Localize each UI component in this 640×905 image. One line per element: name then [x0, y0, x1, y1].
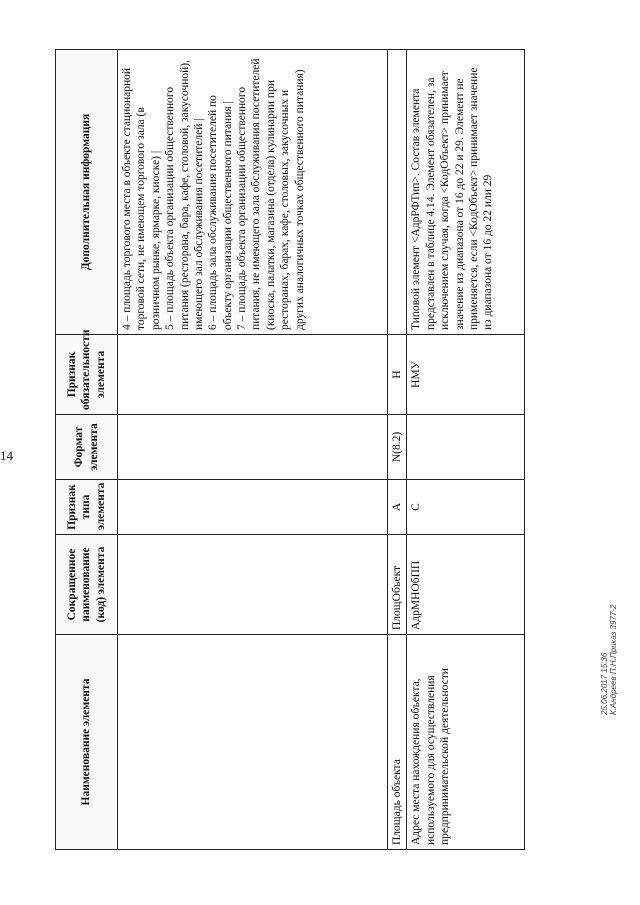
footer-stamp: [600, 535, 618, 715]
cell-format: [407, 415, 525, 480]
cell-short-name: АдрМНОбПП: [407, 535, 525, 635]
table-row: [407, 50, 525, 850]
cell-name: Площадь объекта: [388, 635, 407, 850]
info-line: 6 – площадь зала обслуживания посетителей по объекту организации общественного питания |: [207, 95, 234, 330]
cell-empty: [118, 335, 388, 415]
header-short-name: Сокращенное наименование (код) элемента: [56, 535, 118, 635]
info-line: 7 – площадь объекта организации общественного питания, не имеющего зала обслуживания посетителей (киоска, палатки, магазина (отдела) кулинарии при ресторанах, барах, кафе, столовых, закусочных и других аналогичных точках общественного питания): [236, 58, 306, 330]
cell-format: N(8.2): [388, 415, 407, 480]
header-info: Дополнительная информация: [56, 50, 118, 335]
cell-empty: [118, 635, 388, 850]
table-header-row: [56, 50, 118, 850]
cell-empty: [118, 480, 388, 535]
cell-empty: [118, 415, 388, 480]
cell-info: [388, 50, 407, 335]
cell-info-continuation: [118, 50, 388, 335]
page-number: 14: [0, 448, 13, 463]
elements-table: [55, 49, 525, 850]
cell-type: А: [388, 480, 407, 535]
cell-name: Адрес места нахождения объекта, используемого для осуществления предпринимательской деятельности: [407, 635, 525, 850]
footer-line: 25.06.2017 15:36: [600, 652, 609, 715]
header-name: Наименование элемента: [56, 635, 118, 850]
header-format: Формат элемента: [56, 415, 118, 480]
cell-info: Типовой элемент <АдрРФТип>. Состав элемента представлен в таблице 4.14. Элемент обязателен, за исключением случая, когда <КодОбъект> принимает значение из диапазона от 16 до 22 и 29. Элемент не применяется, если <КодОбъект> принимает значение из диапазона от 16 до 22 или 29: [407, 50, 525, 335]
cell-short-name: ПлощОбъект: [388, 535, 407, 635]
info-line: 5 – площадь объекта организации общественного питания (ресторана, бара, кафе, столовой, закусочной), имеющего зал обслуживания посетителей |: [164, 60, 205, 330]
header-type: Признак типа элемента: [56, 480, 118, 535]
table-row-continuation: [118, 50, 388, 850]
cell-empty: [118, 535, 388, 635]
rotated-document-table: [55, 50, 525, 850]
header-mandatory: Признак обязательности элемента: [56, 335, 118, 415]
cell-type: С: [407, 480, 525, 535]
cell-mandatory: Н: [388, 335, 407, 415]
cell-mandatory: НМУ: [407, 335, 525, 415]
table-row: [388, 50, 407, 850]
info-line: 4 – площадь торгового места в объекте стационарной торговой сети, не имеющем торгового зала (в розничном рынке, ярмарке, киоске) |: [121, 67, 162, 330]
footer-line: К.Андреев П.Н.Приказ 3977-2: [609, 604, 618, 715]
